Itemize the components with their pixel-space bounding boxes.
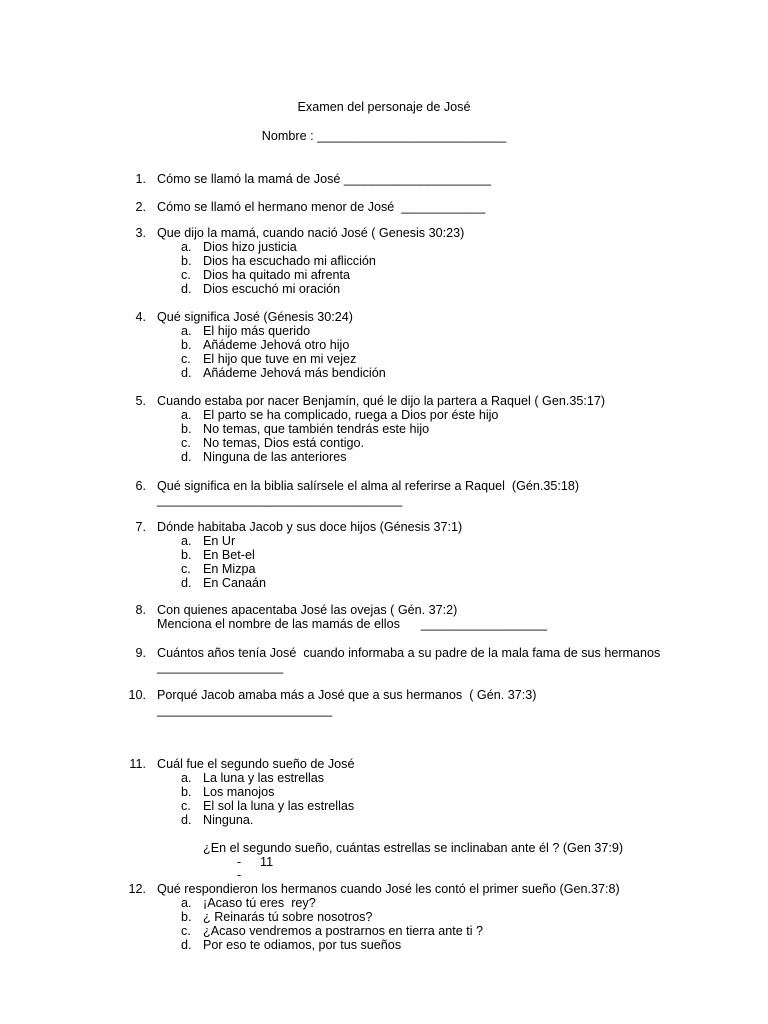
option-text: En Canaán <box>203 576 267 590</box>
question-number: 10. <box>128 688 146 702</box>
question-number: 3. <box>135 226 146 240</box>
option-letter: d. <box>181 450 192 464</box>
option-text: El hijo más querido <box>203 324 311 338</box>
option-text: En Bet-el <box>203 548 255 562</box>
option-text: Dios escuchó mi oración <box>203 282 341 296</box>
option-text: El sol la luna y las estrellas <box>203 799 355 813</box>
sub-question-text: ¿En el segundo sueño, cuántas estrellas se inclinaban ante él ? (Gen 37:9) <box>203 841 624 855</box>
question-text: Qué respondieron los hermanos cuando José les contó el primer sueño (Gen.37:8) <box>157 882 620 896</box>
question-number: 11. <box>129 757 146 771</box>
question-text: Con quienes apacentaba José las ovejas ( Gén. 37:2) <box>157 603 458 617</box>
question-number: 9. <box>135 646 146 660</box>
option-letter: d. <box>181 938 192 952</box>
option-letter: c. <box>181 924 191 938</box>
option-letter: a. <box>181 896 192 910</box>
option-text: El hijo que tuve en mi vejez <box>203 352 357 366</box>
question-text: Porqué Jacob amaba más a José que a sus hermanos ( Gén. 37:3) <box>157 688 537 702</box>
option-text: Por eso te odiamos, por tus sueños <box>203 938 402 952</box>
question-number: 1. <box>135 172 146 186</box>
question-text: Dónde habitaba Jacob y sus doce hijos (Génesis 37:1) <box>157 520 463 534</box>
question-number: 7. <box>135 520 146 534</box>
option-text: El parto se ha complicado, ruega a Dios por éste hijo <box>203 408 499 422</box>
question-text: Que dijo la mamá, cuando nació José ( Genesis 30:23) <box>157 226 465 240</box>
option-letter: b. <box>181 785 192 799</box>
answer-blank: ___________________________________ <box>157 493 403 507</box>
question-subtext: Menciona el nombre de las mamás de ellos __________________ <box>157 617 547 631</box>
question-text: Qué significa José (Génesis 30:24) <box>157 310 354 324</box>
option-letter: b. <box>181 254 192 268</box>
option-letter: a. <box>181 240 192 254</box>
question-number: 6. <box>135 479 146 493</box>
option-text: En Mizpa <box>203 562 256 576</box>
option-text: Dios ha escuchado mi aflicción <box>203 254 376 268</box>
question-number: 4. <box>135 310 146 324</box>
option-letter: a. <box>181 534 192 548</box>
option-letter: c. <box>181 352 191 366</box>
question-text: Cuando estaba por nacer Benjamín, qué le dijo la partera a Raquel ( Gen.35:17) <box>157 394 606 408</box>
option-letter: c. <box>181 562 191 576</box>
option-text: No temas, que también tendrás este hijo <box>203 422 430 436</box>
option-letter: d. <box>181 366 192 380</box>
option-text: Dios ha quitado mi afrenta <box>203 268 351 282</box>
question-number: 5. <box>135 394 146 408</box>
option-text: No temas, Dios está contigo. <box>203 436 364 450</box>
option-letter: d. <box>181 282 192 296</box>
option-text: En Ur <box>203 534 236 548</box>
question-text: Qué significa en la biblia salírsele el alma al referirse a Raquel (Gén.35:18) <box>157 479 580 493</box>
answer-dash: - <box>237 855 242 869</box>
question-number: 2. <box>135 200 146 214</box>
question-text: Cómo se llamó el hermano menor de José ____________ <box>157 200 486 214</box>
option-text: ¡Acaso tú eres rey? <box>203 896 316 910</box>
answer-text: 11 <box>260 855 274 869</box>
answer-dash: - <box>237 868 242 882</box>
option-text: La luna y las estrellas <box>203 771 325 785</box>
option-letter: b. <box>181 910 192 924</box>
option-letter: a. <box>181 771 192 785</box>
option-letter: a. <box>181 408 192 422</box>
option-text: Ninguna de las anteriores <box>203 450 347 464</box>
option-letter: d. <box>181 813 192 827</box>
exam-title: Examen del personaje de José <box>297 100 471 114</box>
option-letter: b. <box>181 338 192 352</box>
question-number: 8. <box>135 603 146 617</box>
question-number: 12. <box>128 882 146 896</box>
option-letter: b. <box>181 548 192 562</box>
option-letter: c. <box>181 799 191 813</box>
option-text: ¿Acaso vendremos a postrarnos en tierra ante ti ? <box>203 924 484 938</box>
option-text: Los manojos <box>203 785 275 799</box>
option-letter: c. <box>181 436 191 450</box>
option-letter: c. <box>181 268 191 282</box>
option-text: Dios hizo justicia <box>203 240 297 254</box>
option-text: ¿ Reinarás tú sobre nosotros? <box>203 910 373 924</box>
option-letter: d. <box>181 576 192 590</box>
question-text: Cuál fue el segundo sueño de José <box>157 757 355 771</box>
question-text: Cómo se llamó la mamá de José _____________________ <box>157 172 491 186</box>
answer-blank: _________________________ <box>157 703 333 717</box>
option-text: Añádeme Jehová otro hijo <box>203 338 350 352</box>
answer-blank: __________________ <box>157 660 284 674</box>
option-text: Ninguna. <box>203 813 254 827</box>
question-text: Cuántos años tenía José cuando informaba a su padre de la mala fama de sus hermanos <box>157 646 661 660</box>
name-field-line: Nombre : ___________________________ <box>261 129 507 143</box>
option-text: Añádeme Jehová más bendición <box>203 366 386 380</box>
option-letter: a. <box>181 324 192 338</box>
option-letter: b. <box>181 422 192 436</box>
